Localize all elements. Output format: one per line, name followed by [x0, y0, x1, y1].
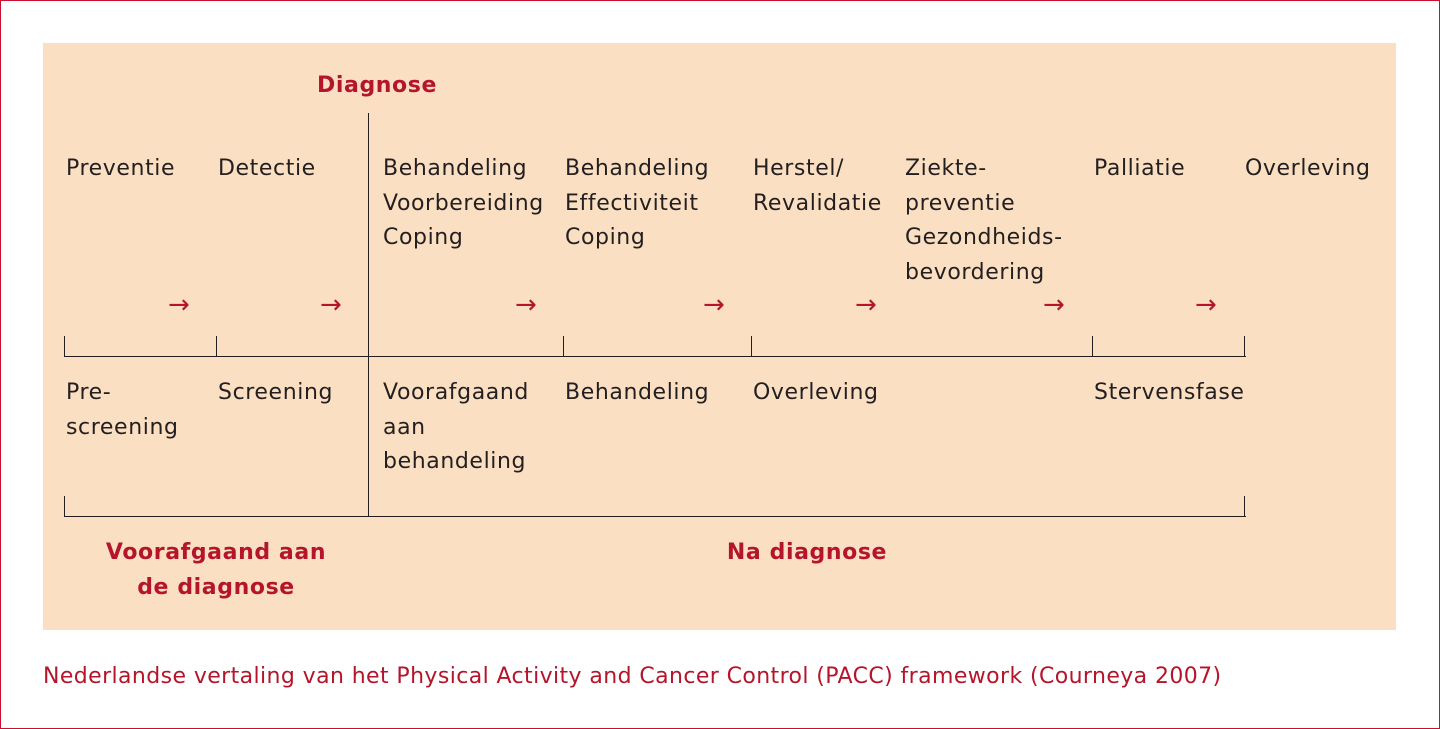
phase-detectie: Detectie	[218, 156, 316, 181]
period-na-diagnose: Na diagnose	[726, 540, 888, 565]
diagnose-divider	[368, 113, 369, 517]
stage-stervensfase: Stervensfase	[1094, 380, 1245, 405]
stage-screening: Screening	[218, 380, 334, 405]
arrow-right-icon: →	[168, 290, 190, 320]
timeline-tick	[751, 336, 752, 357]
arrow-right-icon: →	[1043, 290, 1065, 320]
arrow-right-icon: →	[515, 290, 537, 320]
arrow-right-icon: →	[703, 290, 725, 320]
diagnose-label: Diagnose	[317, 73, 437, 98]
arrow-right-icon: →	[320, 290, 342, 320]
timeline-tick	[216, 336, 217, 357]
period-voor-diagnose: Voorafgaand aan de diagnose	[105, 540, 327, 600]
timeline-tick	[64, 336, 65, 357]
phase-herstel: Herstel/ Revalidatie	[753, 156, 882, 216]
timeline-lower	[64, 516, 1246, 517]
timeline-upper	[64, 356, 1246, 357]
timeline-tick	[64, 496, 65, 517]
phase-preventie: Preventie	[66, 156, 176, 181]
figure-caption: Nederlandse vertaling van het Physical Activity and Cancer Control (PACC) framework (Courneya 2007)	[43, 664, 1222, 689]
timeline-tick	[563, 336, 564, 357]
arrow-right-icon: →	[1195, 290, 1217, 320]
stage-voorafgaand-behandeling: Voorafgaand aan behandeling	[383, 380, 529, 474]
phase-behandeling-effectiviteit: Behandeling Effectiviteit Coping	[565, 156, 710, 250]
arrow-right-icon: →	[855, 290, 877, 320]
timeline-tick	[1092, 336, 1093, 357]
phase-overleving: Overleving	[1245, 156, 1371, 181]
stage-prescreening: Pre- screening	[66, 380, 179, 440]
timeline-tick	[1244, 336, 1245, 357]
phase-palliatie: Palliatie	[1094, 156, 1186, 181]
stage-overleving: Overleving	[753, 380, 879, 405]
phase-behandeling-voorbereiding: Behandeling Voorbereiding Coping	[383, 156, 544, 250]
timeline-tick	[1244, 496, 1245, 517]
stage-behandeling: Behandeling	[565, 380, 710, 405]
phase-ziektepreventie: Ziekte- preventie Gezondheids- bevordering	[905, 156, 1063, 285]
